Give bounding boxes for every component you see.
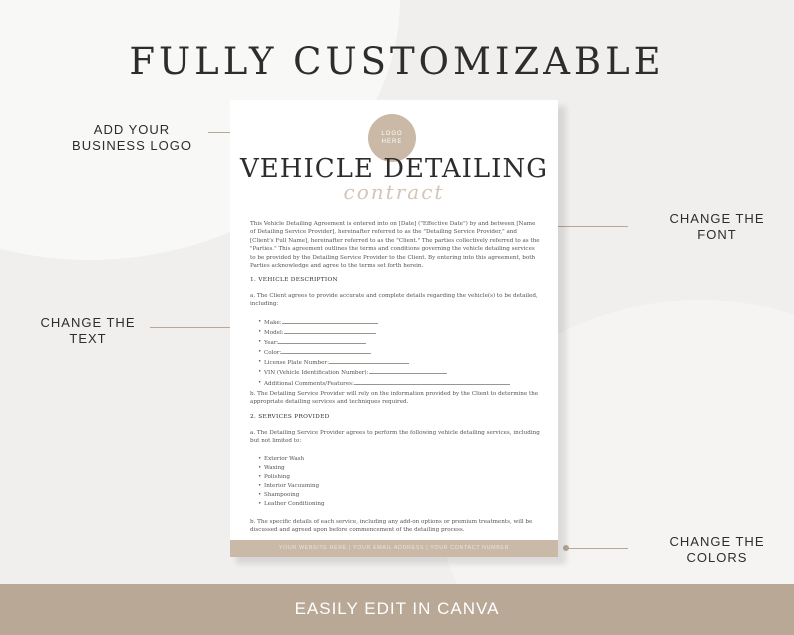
intro-paragraph: This Vehicle Detailing Agreement is entered into on [Date] ("Effective Date") by and between [Name of Detailing Service Provider], hereinafter referred to as the "Detailing Service Provider," and [Client's Full Name], hereinafter referred to as the "Client." The parties collectively referred to as the "Parties." This agreement outlines the terms and conditions governing the vehicle detailing services to be provided by the Detailing Service Provider to the Client. By entering into this agreement, both Parties acknowledge and agree to the terms set forth herein. (250, 221, 540, 270)
headline: FULLY CUSTOMIZABLE (129, 40, 665, 83)
section-1-a: a. The Client agrees to provide accurate and complete details regarding the vehicle(s) to be detailed, including: (250, 293, 538, 308)
callout-font-line2: FONT (697, 227, 737, 242)
field-blank[interactable] (282, 318, 378, 324)
callout-font (642, 211, 792, 243)
document-footer: YOUR WEBSITE HERE | YOUR EMAIL ADDRESS | YOUR CONTACT NUMBER (230, 540, 558, 557)
logo-placeholder-line2: HERE (381, 139, 403, 145)
section-1-heading: 1. VEHICLE DESCRIPTION (250, 277, 338, 283)
field-blank[interactable] (369, 368, 447, 374)
list-item: • Interior Vacuuming (258, 482, 325, 491)
callout-logo (62, 122, 202, 154)
field-blank[interactable] (284, 328, 376, 334)
list-item (258, 328, 510, 338)
callout-font-line1: CHANGE THE (669, 211, 765, 226)
list-item: • Leather Conditioning (258, 500, 325, 509)
list-item (258, 368, 510, 378)
field-label: Make: (264, 320, 282, 326)
services-list (258, 455, 325, 510)
field-blank[interactable] (354, 379, 510, 385)
document-title: VEHICLE DETAILING (240, 154, 548, 184)
field-label: Year: (264, 340, 279, 347)
callout-logo-line2: BUSINESS LOGO (72, 138, 192, 153)
vehicle-fields-list (258, 318, 510, 389)
list-item (258, 338, 510, 348)
field-label: License Plate Number: (264, 360, 329, 367)
list-item (258, 348, 510, 358)
list-item (258, 358, 510, 368)
section-2-b: b. The specific details of each service, including any add-on options or premium treatments, will be discussed and agreed upon before commencement of the detailing process. (250, 519, 533, 534)
callout-logo-line1: ADD YOUR (93, 122, 171, 137)
section-2-a: a. The Detailing Service Provider agrees to perform the following vehicle detailing services, including but not limited to: (250, 430, 540, 445)
callout-colors-connector (568, 548, 628, 549)
list-item: • Exterior Wash (258, 455, 325, 464)
callout-text-connector (150, 327, 234, 328)
field-label: Model: (264, 330, 284, 337)
section-1-b: b. The Detailing Service Provider will rely on the information provided by the Client to determine the appropriate detailing services and techniques required. (250, 391, 539, 406)
edit-banner: EASILY EDIT IN CANVA (0, 584, 794, 635)
callout-colors-line1: CHANGE THE (669, 534, 765, 549)
field-blank[interactable] (329, 358, 409, 364)
logo-placeholder-line1: LOGO (381, 131, 403, 137)
field-label: VIN (Vehicle Identification Number): (264, 370, 369, 377)
list-item (258, 379, 510, 389)
list-item: • Polishing (258, 473, 325, 482)
callout-text (28, 315, 148, 347)
field-blank[interactable] (281, 348, 371, 354)
callout-text-line2: TEXT (69, 331, 107, 346)
document-subtitle: contract (343, 180, 445, 204)
field-blank[interactable] (278, 338, 366, 344)
callout-colors-line2: COLORS (686, 550, 748, 565)
callout-text-line1: CHANGE THE (40, 315, 136, 330)
list-item (258, 318, 510, 328)
callout-colors (642, 534, 792, 566)
list-item: • Shampooing (258, 491, 325, 500)
contract-document (230, 100, 558, 557)
field-label: Color: (264, 350, 282, 357)
field-label: Additional Comments/Features: (264, 380, 354, 387)
section-2-heading: 2. SERVICES PROVIDED (250, 414, 330, 420)
list-item: • Waxing (258, 464, 325, 473)
